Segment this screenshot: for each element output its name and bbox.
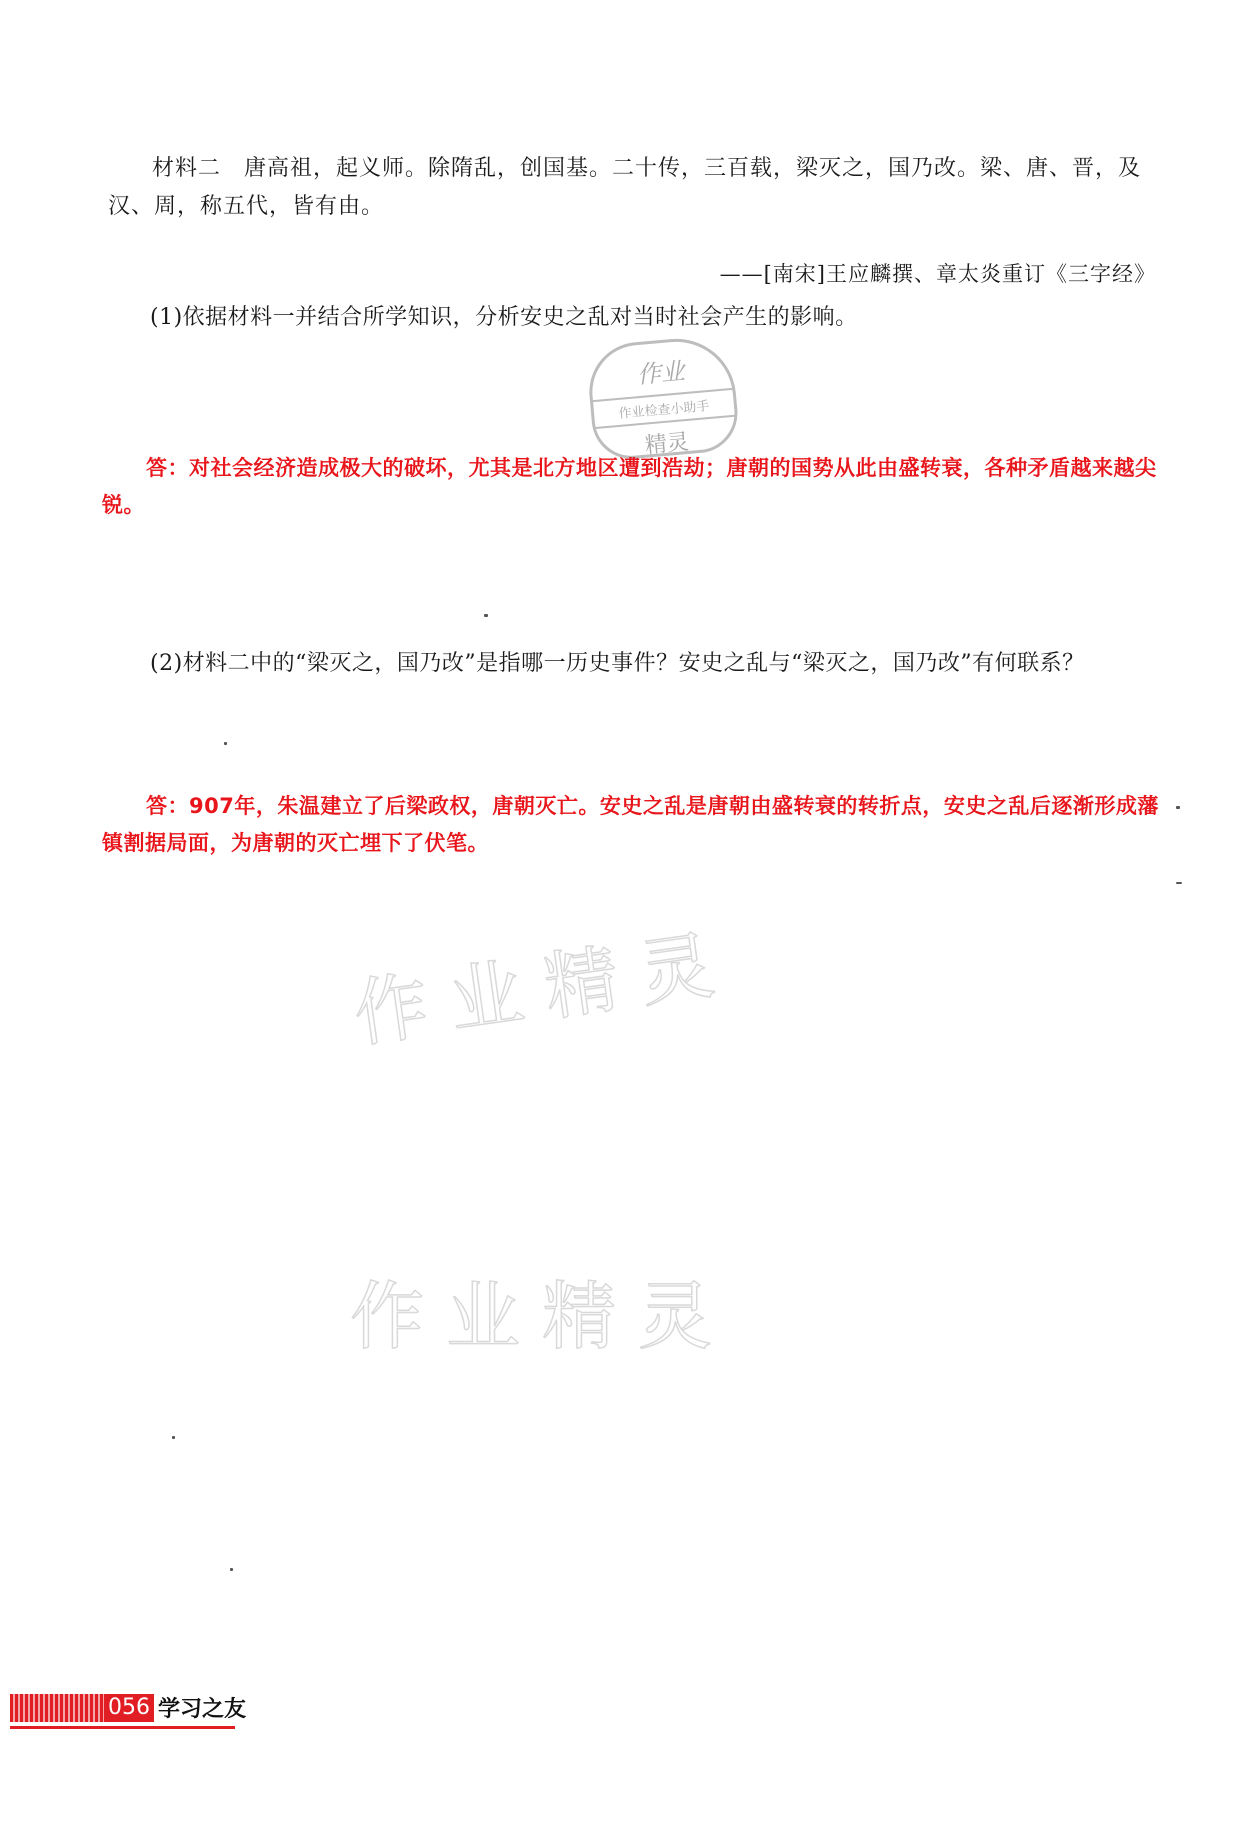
stamp-bottom-text: 精灵 (644, 429, 691, 459)
question-2: (2)材料二中的“梁灭之，国乃改”是指哪一历史事件？安史之乱与“梁灭之，国乃改”有何联系？ (150, 651, 1085, 676)
watermark-lower: 作业精灵 (350, 1274, 734, 1360)
scan-speck (1176, 806, 1180, 809)
scan-speck (172, 1436, 175, 1439)
scan-speck (230, 1568, 233, 1571)
footer-underline (10, 1726, 235, 1729)
watermark-upper: 作业精灵 (348, 919, 741, 1059)
stamp-middle-text: 作业检查小助手 (593, 388, 735, 429)
page-footer (10, 1688, 250, 1732)
material-source: ——[南宋]王应麟撰、章太炎重订《三字经》 (719, 262, 1156, 286)
stamp-logo (585, 334, 741, 462)
answer-1: 答：对社会经济造成极大的破坏，尤其是北方地区遭到浩劫；唐朝的国势从此由盛转衰，各种矛盾越来越尖锐。 (102, 456, 1157, 517)
question-1: (1)依据材料一并结合所学知识，分析安史之乱对当时社会产生的影响。 (150, 305, 858, 330)
scan-speck (1176, 882, 1182, 884)
material-two-text: 材料二 唐高祖，起义师。除隋乱，创国基。二十传，三百载，梁灭之，国乃改。梁、唐、晋，及汉、周，称五代，皆有由。 (108, 156, 1142, 219)
scan-speck (224, 742, 227, 745)
answer-2: 答：907年，朱温建立了后梁政权，唐朝灭亡。安史之乱是唐朝由盛转衰的转折点，安史之乱后逐渐形成藩镇割据局面，为唐朝的灭亡埋下了伏笔。 (102, 794, 1159, 855)
stamp-top-text: 作业 (635, 357, 686, 390)
brand-name: 学习之友 (158, 1697, 247, 1722)
scan-speck (484, 614, 488, 617)
page-number: 056 (104, 1694, 154, 1722)
